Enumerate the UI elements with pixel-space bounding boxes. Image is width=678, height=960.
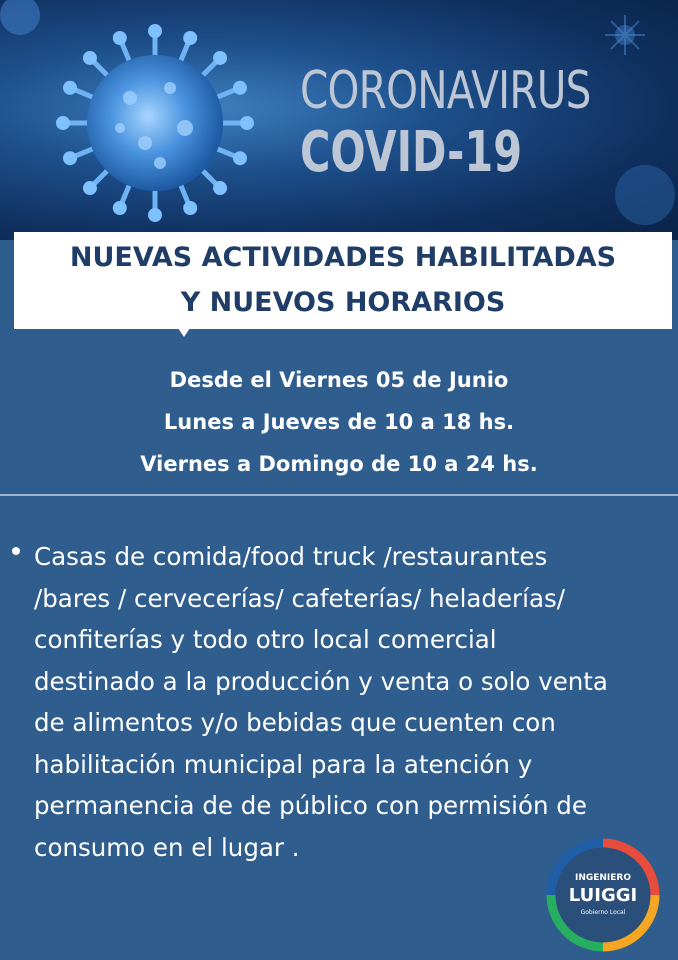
schedule-start-date: Desde el Viernes 05 de Junio [169, 368, 509, 392]
description-line: permanencia de de público con permisión de [34, 791, 587, 820]
title-covid: COVID-19 [300, 120, 523, 185]
description-line: de alimentos y/o bebidas que cuenten con [34, 708, 556, 737]
covid-banner [0, 0, 678, 240]
heading-box [14, 232, 672, 329]
logo-text-top: INGENIERO [574, 873, 632, 883]
description-line: confiterías y todo otro local comercial [34, 625, 497, 654]
coronavirus-icon [0, 0, 70, 60]
coronavirus-icon [600, 10, 650, 60]
schedule-weekday-hours: Lunes a Jueves de 10 a 18 hs. [163, 410, 515, 434]
bullet-icon [12, 547, 20, 555]
description-line: Casas de comida/food truck /restaurantes [34, 542, 548, 571]
description-line: consumo en el lugar . [34, 832, 300, 862]
logo-text-main: LUIGGI [568, 885, 638, 906]
logo-text-sub: Gobierno Local [580, 909, 626, 916]
divider [0, 494, 678, 496]
description-line: /bares / cervecerías/ cafeterías/ heladerías/ [34, 583, 565, 613]
description-line: destinado a la producción y venta o solo venta [34, 666, 608, 696]
title-coronavirus: CORONAVIRUS [300, 61, 591, 121]
ingeniero-luiggi-logo [541, 833, 665, 957]
heading-line-2: Y NUEVOS HORARIOS [180, 287, 506, 318]
title-block [300, 62, 660, 186]
heading-line-1: NUEVAS ACTIVIDADES HABILITADAS [69, 242, 617, 273]
pointer-triangle [178, 328, 190, 337]
activity-description [34, 536, 674, 868]
description-line: habilitación municipal para la atención y [34, 749, 533, 779]
schedule-weekend-hours: Viernes a Domingo de 10 a 24 hs. [140, 452, 538, 476]
